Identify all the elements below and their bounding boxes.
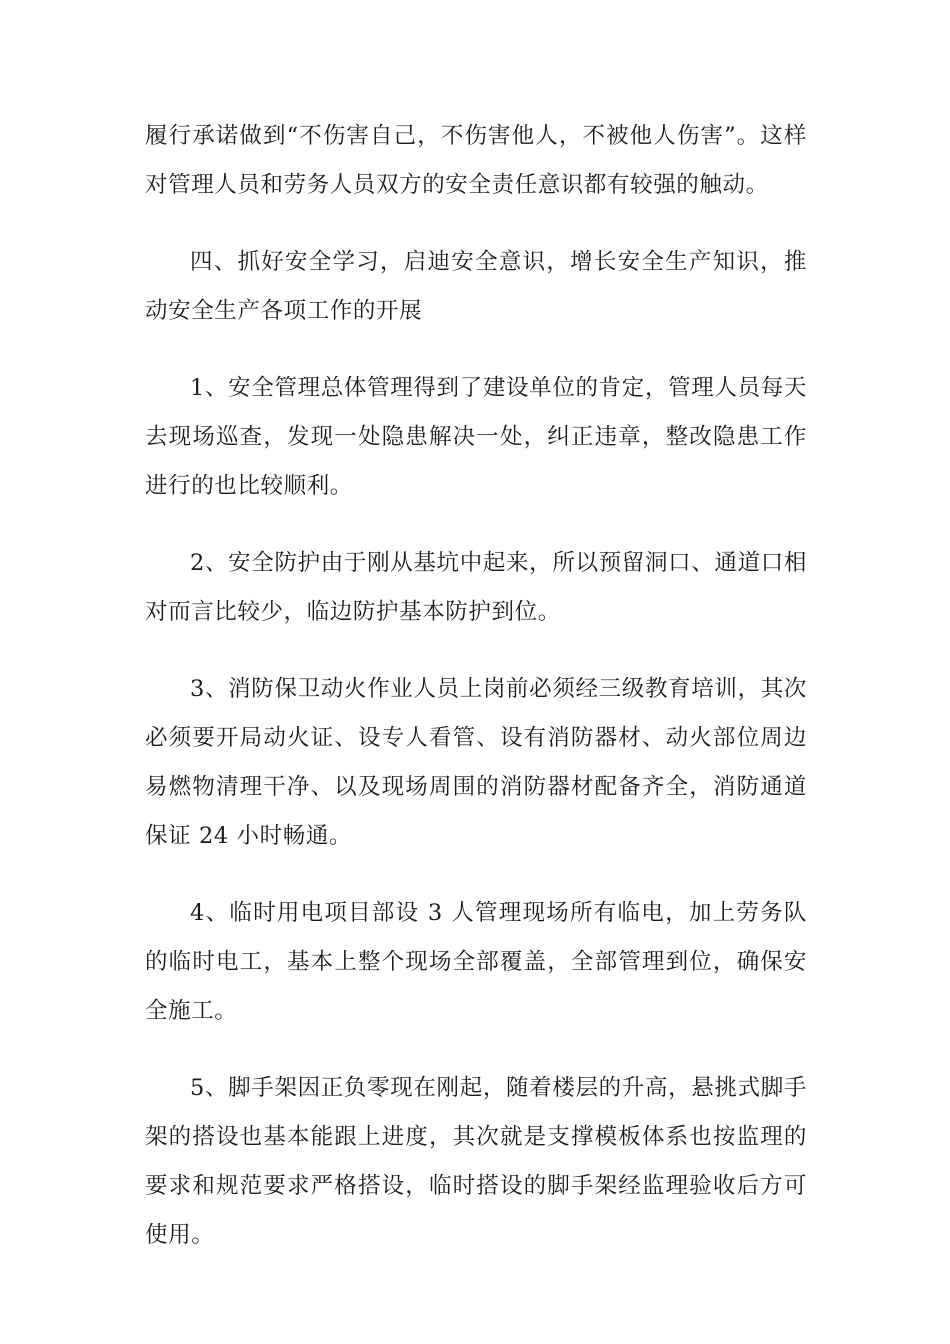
paragraph-item-1: 1、安全管理总体管理得到了建设单位的肯定，管理人员每天去现场巡查，发现一处隐患解决一处，纠正违章，整改隐患工作进行的也比较顺利。 (145, 375, 807, 499)
paragraph-item-5: 5、脚手架因正负零现在刚起，随着楼层的升高，悬挑式脚手架的搭设也基本能跟上进度，其次就是支撑模板体系也按监理的要求和规范要求严格搭设，临时搭设的脚手架经监理验收后方可使用。 (145, 1075, 807, 1248)
paragraph-item-4: 4、临时用电项目部设 3 人管理现场所有临电，加上劳务队的临时电工，基本上整个现场全部覆盖，全部管理到位，确保安全施工。 (145, 900, 807, 1024)
paragraph-item-3: 3、消防保卫动火作业人员上岗前必须经三级教育培训，其次必须要开局动火证、设专人看管、设有消防器材、动火部位周边易燃物清理干净、以及现场周围的消防器材配备齐全，消防通道保证 24 小时畅通。 (145, 676, 807, 849)
paragraph-continued: 履行承诺做到“不伤害自己，不伤害他人，不被他人伤害”。这样对管理人员和劳务人员双方的安全责任意识都有较强的触动。 (145, 123, 807, 198)
section-heading-four: 四、抓好安全学习，启迪安全意识，增长安全生产知识，推动安全生产各项工作的开展 (145, 249, 807, 324)
paragraph-item-2: 2、安全防护由于刚从基坑中起来，所以预留洞口、通道口相对而言比较少，临边防护基本防护到位。 (145, 550, 807, 625)
document-body (145, 112, 807, 1288)
